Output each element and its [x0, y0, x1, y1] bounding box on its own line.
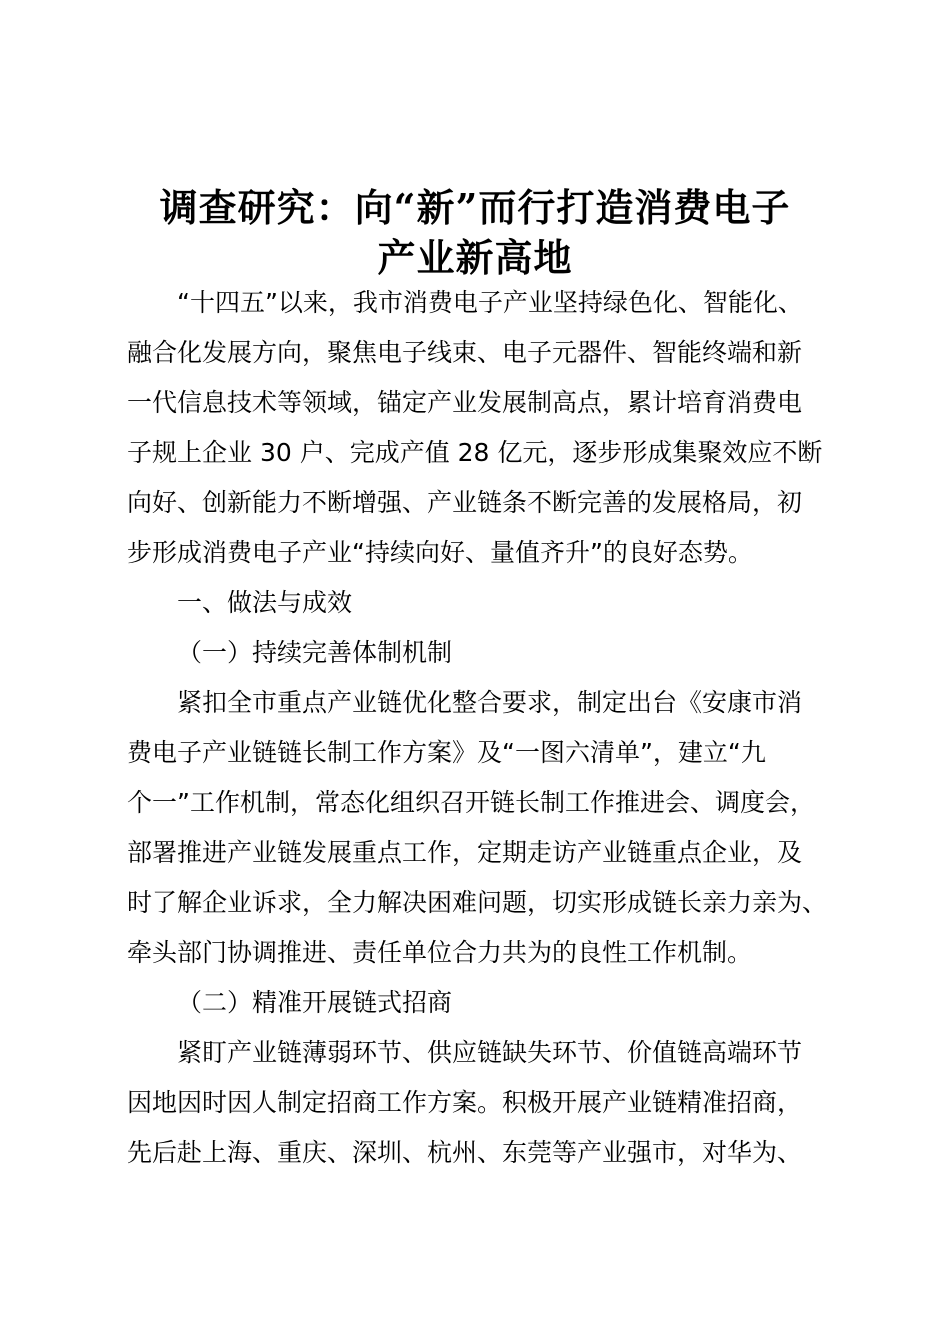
document-title-line-2: 产业新高地 [377, 235, 573, 280]
paragraph-line: 步形成消费电子产业“持续向好、量值齐升”的良好态势。 [127, 538, 753, 567]
paragraph-line: 牵头部门协调推进、责任单位合力共为的良性工作机制。 [127, 938, 753, 967]
paragraph-line: 先后赴上海、重庆、深圳、杭州、东莞等产业强市，对华为、 [127, 1138, 803, 1167]
subsection-heading: （一）持续完善体制机制 [177, 638, 453, 667]
paragraph-line: 费电子产业链链长制工作方案》及“一图六清单”，建立“九 [127, 738, 766, 767]
paragraph-line: 子规上企业 30 户、完成产值 28 亿元，逐步形成集聚效应不断 [127, 438, 823, 467]
document-title-line-1: 调查研究：向“新”而行打造消费电子 [159, 185, 791, 230]
paragraph-line: “十四五”以来，我市消费电子产业坚持绿色化、智能化、 [177, 288, 803, 317]
paragraph-line: 向好、创新能力不断增强、产业链条不断完善的发展格局，初 [127, 488, 803, 517]
paragraph-line: 时了解企业诉求，全力解决困难问题，切实形成链长亲力亲为、 [127, 888, 828, 917]
paragraph-line: 部署推进产业链发展重点工作，定期走访产业链重点企业，及 [127, 838, 803, 867]
subsection-heading: （二）精准开展链式招商 [177, 988, 453, 1017]
paragraph-line: 一代信息技术等领域，锚定产业发展制高点，累计培育消费电 [127, 388, 803, 417]
paragraph-line: 个一”工作机制，常态化组织召开链长制工作推进会、调度会， [127, 788, 815, 817]
paragraph-line: 紧扣全市重点产业链优化整合要求，制定出台《安康市消 [177, 688, 803, 717]
section-heading: 一、做法与成效 [177, 588, 353, 617]
paragraph-line: 因地因时因人制定招商工作方案。积极开展产业链精准招商， [127, 1088, 803, 1117]
paragraph-line: 融合化发展方向，聚焦电子线束、电子元器件、智能终端和新 [127, 338, 803, 367]
paragraph-line: 紧盯产业链薄弱环节、供应链缺失环节、价值链高端环节 [177, 1038, 803, 1067]
